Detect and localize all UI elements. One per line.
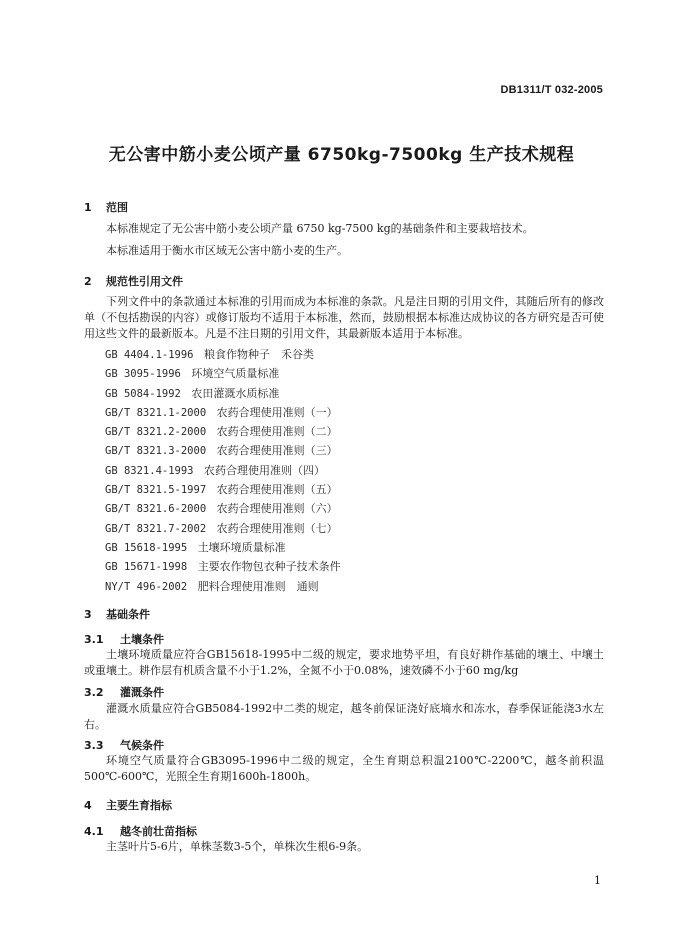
section-4-1-heading <box>84 823 197 839</box>
reference-item <box>105 441 341 460</box>
reference-title: 农药合理使用准则（七） <box>216 521 338 535</box>
section-title: 规范性引用文件 <box>106 275 183 288</box>
reference-list <box>105 345 341 596</box>
subsection-number: 3.3 <box>84 739 104 752</box>
subsection-number: 3.2 <box>84 686 104 699</box>
section-title: 基础条件 <box>106 608 150 621</box>
reference-title: 环境空气质量标准 <box>191 367 280 381</box>
reference-code: GB/T 8321.1-2000 <box>105 406 207 419</box>
section-1-paragraph-1: 本标准规定了无公害中筋小麦公顷产量 6750 kg-7500 kg的基础条件和主要栽培技术。 <box>106 222 534 235</box>
reference-code: NY/T 496-2002 <box>105 580 188 593</box>
section-3-1-heading <box>84 631 164 647</box>
section-3-3-text: 环境空气质量符合GB3095-1996中二级的规定，全生育期总积温2100℃-2200℃，越冬前积温500℃-600℃，光照全生育期1600h-1800h。 <box>84 754 604 783</box>
subsection-number: 4.1 <box>84 825 104 838</box>
reference-item <box>105 384 341 403</box>
reference-item <box>105 461 341 480</box>
reference-code: GB/T 8321.2-2000 <box>105 426 207 439</box>
subsection-title: 气候条件 <box>120 739 164 752</box>
reference-item <box>105 557 341 576</box>
reference-code: GB/T 8321.3-2000 <box>105 445 207 458</box>
reference-title: 农药合理使用准则（四） <box>204 463 326 477</box>
section-2-intro: 下列文件中的条款通过本标准的引用而成为本标准的条款。凡是注日期的引用文件，其随后所有的修改单（不包括勘误的内容）或修订版均不适用于本标准，然而，鼓励根据本标准达成协议的各方研究是否可使用这些文件的最新版本。凡是不注日期的引用文件，其最新版本适用于本标准。 <box>84 295 604 340</box>
section-3-heading <box>84 606 150 622</box>
page-title: 无公害中筋小麦公顷产量 6750kg-7500kg 生产技术规程 <box>108 145 575 165</box>
reference-code: GB 15671-1998 <box>105 561 188 574</box>
reference-item <box>105 422 341 441</box>
subsection-number: 3.1 <box>84 633 104 646</box>
reference-item <box>105 403 341 422</box>
reference-title: 农药合理使用准则（二） <box>216 425 338 439</box>
section-4-heading <box>84 797 172 813</box>
reference-title: 肥料合理使用准则 通则 <box>197 579 319 593</box>
section-1-paragraph-2: 本标准适用于衡水市区域无公害中筋小麦的生产。 <box>106 244 348 257</box>
reference-code: GB 3095-1996 <box>105 368 181 381</box>
section-number: 4 <box>84 799 92 812</box>
reference-item <box>105 480 341 499</box>
reference-title: 土壤环境质量标准 <box>197 540 286 554</box>
section-1-heading <box>84 199 128 215</box>
reference-item <box>105 345 341 364</box>
section-title: 范围 <box>106 201 128 214</box>
section-title: 主要生育指标 <box>106 799 172 812</box>
document-code: DB1311/T 032-2005 <box>500 84 603 96</box>
reference-title: 农药合理使用准则（三） <box>216 444 338 458</box>
reference-title: 农田灌溉水质标准 <box>191 386 280 400</box>
section-4-1-text: 主茎叶片5-6片，单株茎数3-5个，单株次生根6-9条。 <box>106 840 369 853</box>
subsection-title: 越冬前壮苗指标 <box>120 825 197 838</box>
reference-title: 主要农作物包衣种子技术条件 <box>197 560 341 574</box>
reference-title: 粮食作物种子 禾谷类 <box>204 348 315 361</box>
page-number: 1 <box>594 874 601 887</box>
reference-item <box>105 519 341 538</box>
section-3-2-text: 灌溉水质量应符合GB5084-1992中二类的规定，越冬前保证浇好底墒水和冻水，春季保证能浇3水左右。 <box>84 702 604 731</box>
section-number: 1 <box>84 201 92 214</box>
reference-code: GB 5084-1992 <box>105 387 181 400</box>
reference-item <box>105 538 341 557</box>
reference-code: GB/T 8321.5-1997 <box>105 484 207 497</box>
section-number: 3 <box>84 608 92 621</box>
reference-code: GB 15618-1995 <box>105 541 188 554</box>
section-3-3-heading <box>84 737 164 753</box>
reference-title: 农药合理使用准则（一） <box>216 405 338 419</box>
reference-title: 农药合理使用准则（五） <box>216 483 338 497</box>
reference-item <box>105 577 341 596</box>
section-3-1-text: 土壤环境质量应符合GB15618-1995中二级的规定，要求地势平坦，有良好耕作基础的壤土、中壤土或重壤土。耕作层有机质含量不小于1.2%，全氮不小于0.08%，速效磷不小于60 mg/kg <box>84 648 604 677</box>
reference-code: GB/T 8321.6-2000 <box>105 503 207 516</box>
reference-item <box>105 364 341 383</box>
section-number: 2 <box>84 275 92 288</box>
section-2-heading <box>84 273 183 289</box>
reference-title: 农药合理使用准则（六） <box>216 502 338 516</box>
reference-code: GB 4404.1-1996 <box>105 349 194 361</box>
reference-item <box>105 499 341 518</box>
subsection-title: 灌溉条件 <box>120 686 164 699</box>
reference-code: GB 8321.4-1993 <box>105 464 194 477</box>
section-3-2-heading <box>84 684 164 700</box>
reference-code: GB/T 8321.7-2002 <box>105 522 207 535</box>
subsection-title: 土壤条件 <box>120 633 164 646</box>
